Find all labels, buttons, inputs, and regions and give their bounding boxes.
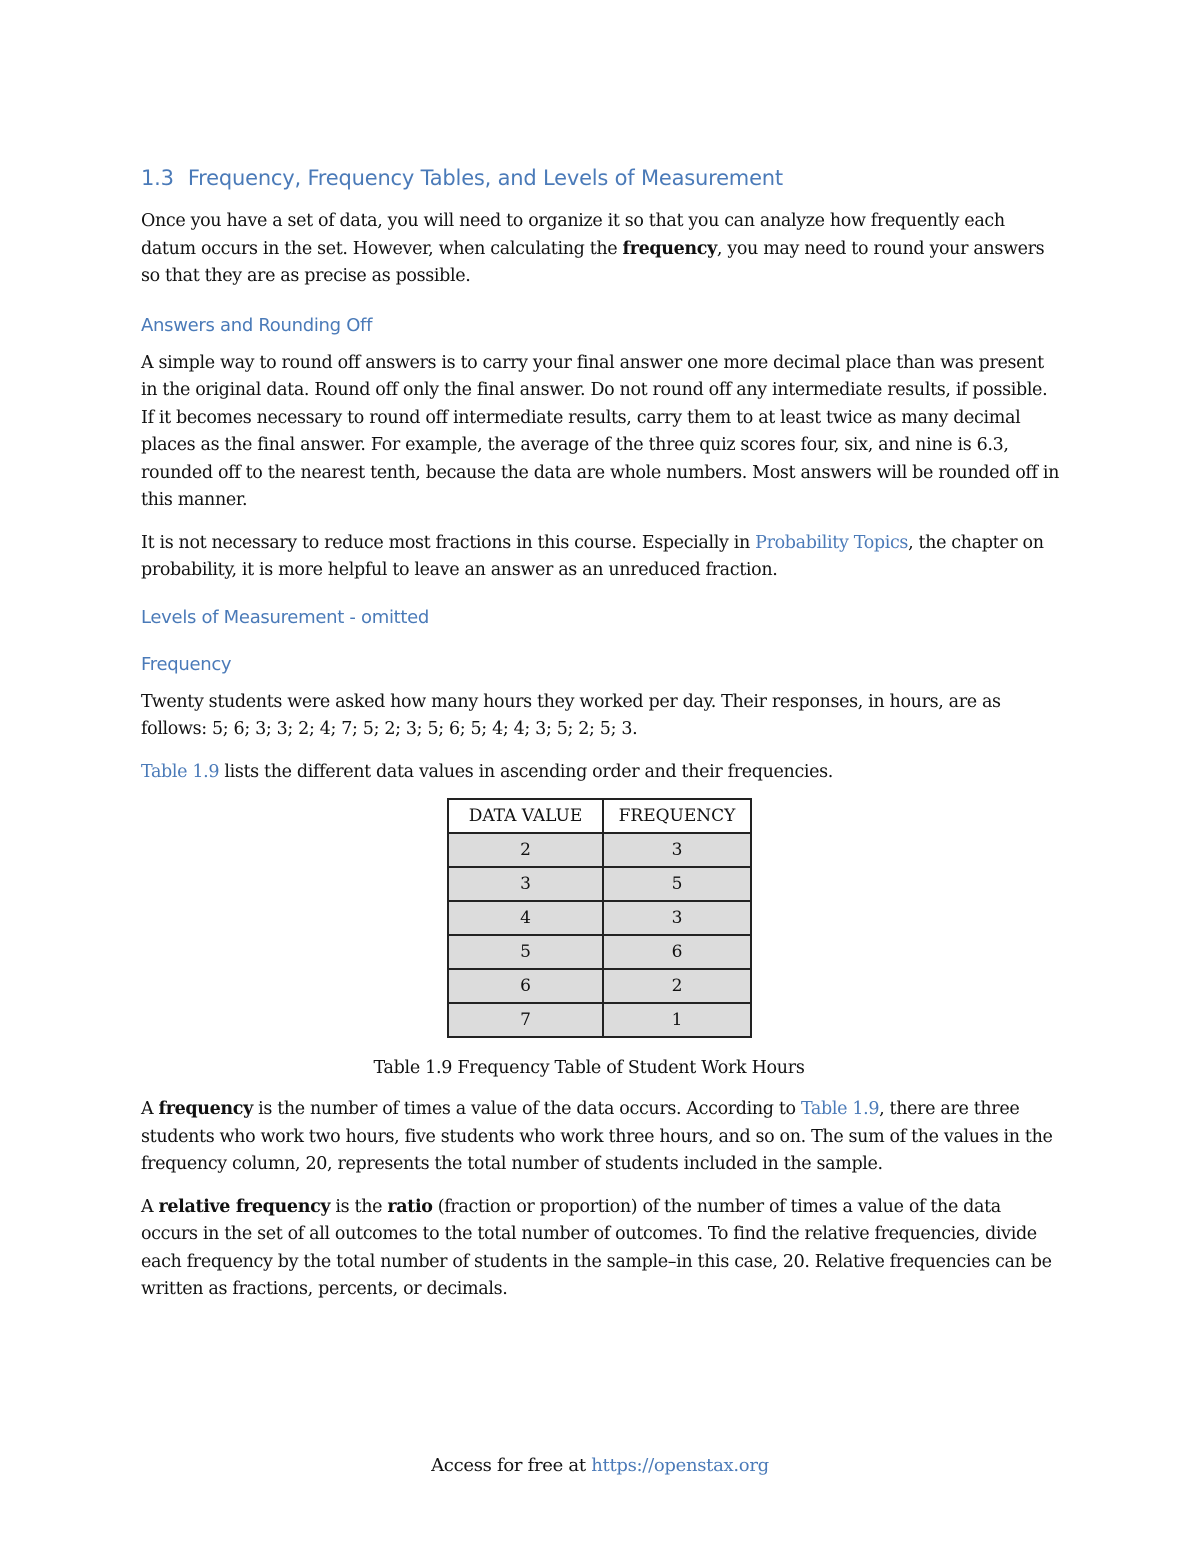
section-title (141, 166, 1061, 190)
page-content (141, 160, 1061, 1319)
def2-bold-term-2: ratio (387, 1196, 433, 1217)
rounding-p2-before: It is not necessary to reduce most fractions in this course. Especially in (141, 532, 756, 553)
table-row (448, 1003, 751, 1037)
def1-bold-term: frequency (158, 1099, 253, 1119)
definition-frequency-paragraph (141, 1096, 1061, 1179)
table-1-9-link[interactable]: Table 1.9 (141, 761, 220, 782)
def1-after: , there are three students who work two hours, five students who work three hours, and so on. The sum of the values in the frequency column, 20, represents the total number of students included in the sample. (141, 1099, 1053, 1174)
intro-bold-term: frequency (622, 238, 717, 259)
rounding-p2-after: , the chapter on probability, it is more helpful to leave an answer as an unreduced fraction. (141, 532, 1044, 580)
table-cell-frequency: 5 (603, 867, 751, 901)
openstax-link[interactable]: https://openstax.org (591, 1455, 769, 1476)
intro-paragraph (141, 208, 1061, 291)
table-caption: Table 1.9 Frequency Table of Student Work Hours (373, 1058, 805, 1078)
section-number: 1.3 (141, 166, 174, 190)
table-cell-frequency: 1 (603, 1003, 751, 1037)
table-1-9-link-2[interactable]: Table 1.9 (800, 1099, 880, 1119)
intro-text-before: Once you have a set of data, you will need to organize it so that you can analyze how frequently each datum occurs in the set. However, when calculating the (141, 211, 1005, 259)
table-cell-frequency: 3 (603, 833, 751, 867)
def2-bold-term-1: relative frequency (158, 1196, 331, 1217)
table-row (448, 969, 751, 1003)
table-row (448, 867, 751, 901)
page-footer (0, 1455, 1200, 1476)
table-cell-value: 7 (448, 1003, 603, 1037)
intro-text-after: , you may need to round your answers so that they are as precise as possible. (141, 238, 1045, 286)
table-cell-value: 4 (448, 901, 603, 935)
frequency-table (447, 798, 752, 1038)
table-cell-value: 2 (448, 833, 603, 867)
frequency-p2-after: lists the different data values in ascending order and their frequencies. (219, 761, 833, 782)
probability-topics-link[interactable]: Probability Topics (755, 532, 909, 553)
table-cell-frequency: 6 (603, 935, 751, 969)
footer-text: Access for free at (431, 1455, 592, 1476)
table-row (448, 935, 751, 969)
table-header-row (448, 799, 751, 833)
section-title-text: Frequency, Frequency Tables, and Levels of Measurement (187, 166, 783, 190)
rounding-heading: Answers and Rounding Off (141, 314, 373, 336)
table-row (448, 901, 751, 935)
rounding-paragraph-2 (141, 530, 1061, 585)
rounding-paragraph-1: A simple way to round off answers is to carry your final answer one more decimal place than was present in the original data. Round off only the final answer. Do not round off any intermediate results, if possible. If it becomes necessary to round off intermediate results, carry them to at least twice as many decimal places as the final answer. For example, the average of the three quiz scores four, six, and nine is 6.3, rounded off to the nearest tenth, because the data are whole numbers. Most answers will be rounded off in this manner. (141, 352, 1060, 510)
def1-a: A (141, 1099, 159, 1119)
table-cell-value: 3 (448, 867, 603, 901)
frequency-paragraph-2 (141, 759, 1061, 787)
def2-a: A (141, 1196, 159, 1217)
levels-heading: Levels of Measurement - omitted (141, 606, 430, 628)
header-frequency: FREQUENCY (603, 799, 751, 833)
frequency-heading: Frequency (141, 653, 232, 675)
frequency-paragraph-1: Twenty students were asked how many hours they worked per day. Their responses, in hours, are as follows: 5; 6; 3; 3; 2; 4; 7; 5; 2; 3; 5; 6; 5; 4; 4; 3; 5; 2; 5; 3. (141, 691, 1001, 739)
table-cell-value: 5 (448, 935, 603, 969)
table-cell-value: 6 (448, 969, 603, 1003)
definition-relative-frequency-paragraph (141, 1194, 1061, 1304)
def2-after: (fraction or proportion) of the number of times a value of the data occurs in the set of all outcomes to the total number of outcomes. To find the relative frequencies, divide each frequency by the total number of students in the sample–in this case, 20. Relative frequencies can be written as fractions, percents, or decimals. (141, 1196, 1052, 1299)
def2-mid: is the (330, 1196, 388, 1217)
def1-mid: is the number of times a value of the data occurs. According to (252, 1099, 801, 1119)
table-cell-frequency: 2 (603, 969, 751, 1003)
header-data-value: DATA VALUE (448, 799, 603, 833)
table-cell-frequency: 3 (603, 901, 751, 935)
table-row (448, 833, 751, 867)
